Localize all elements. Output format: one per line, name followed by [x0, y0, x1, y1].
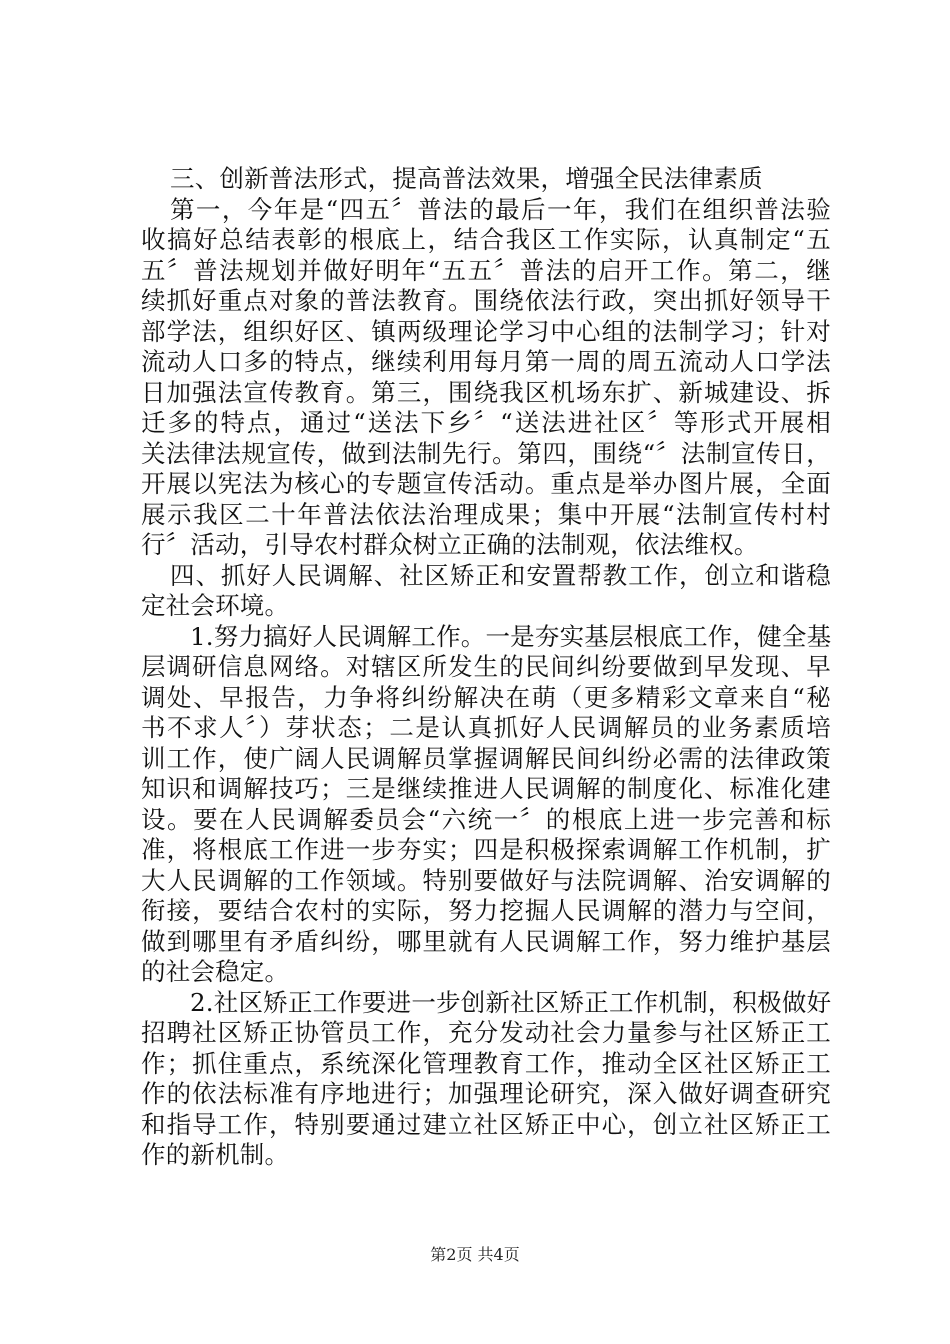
paragraph-line: 作的依法标准有序地进行；加强理论研究，深入做好调查研究	[141, 1079, 831, 1108]
paragraph-line: 开展以宪法为核心的专题宣传活动。重点是举办图片展，全面	[141, 469, 831, 498]
paragraph-line: 做到哪里有矛盾纠纷，哪里就有人民调解工作，努力维护基层	[141, 926, 831, 956]
paragraph-line: 调处、早报告，力争将纠纷解决在萌（更多精彩文章来自“秘	[141, 682, 831, 712]
subsection-2-line: 2.社区矫正工作要进一步创新社区矫正工作机制，积极做好	[190, 987, 832, 1017]
paragraph-line: 大人民调解的工作领域。特别要做好与法院调解、治安调解的	[141, 865, 831, 895]
paragraph-line: 流动人口多的特点，继续利用每月第一周的周五流动人口学法	[141, 347, 831, 376]
paragraph-line: 设。要在人民调解委员会“六统一〞的根底上进一步完善和标	[141, 804, 831, 834]
section-heading-4: 四、抓好人民调解、社区矫正和安置帮教工作，创立和谐稳	[170, 560, 831, 590]
paragraph-line: 五〞普法规划并做好明年“五五〞普法的启开工作。第二，继	[141, 255, 831, 285]
paragraph-line: 和指导工作，特别要通过建立社区矫正中心，创立社区矫正工	[141, 1109, 831, 1139]
paragraph-line: 作的新机制。	[141, 1140, 290, 1169]
paragraph-line: 关法律法规宣传，做到法制先行。第四，围绕“〞法制宣传日，	[141, 438, 831, 468]
paragraph-line: 展示我区二十年普法依法治理成果；集中开展“法制宣传村村	[141, 499, 831, 529]
paragraph-line: 层调研信息网络。对辖区所发生的民间纠纷要做到早发现、早	[141, 652, 831, 681]
paragraph-line: 续抓好重点对象的普法教育。围绕依法行政，突出抓好领导干	[141, 286, 831, 315]
section-heading-4-cont: 定社会环境。	[141, 591, 290, 620]
paragraph-line: 书不求人〞）芽状态；二是认真抓好人民调解员的业务素质培	[141, 713, 831, 742]
paragraph-line: 迁多的特点，通过“送法下乡〞“送法进社区〞等形式开展相	[141, 408, 831, 437]
paragraph-line: 准，将根底工作进一步夯实；四是积极探索调解工作机制，扩	[141, 835, 831, 864]
page-number-footer: 第2页 共4页	[430, 1245, 520, 1264]
paragraph-line: 招聘社区矫正协管员工作，充分发动社会力量参与社区矫正工	[141, 1018, 831, 1047]
paragraph-line: 收搞好总结表彰的根底上，结合我区工作实际，认真制定“五	[141, 225, 831, 254]
paragraph-line: 作；抓住重点，系统深化管理教育工作，推动全区社区矫正工	[141, 1048, 831, 1078]
paragraph-line: 知识和调解技巧；三是继续推进人民调解的制度化、标准化建	[141, 774, 831, 803]
paragraph-line: 第一，今年是“四五〞普法的最后一年，我们在组织普法验	[170, 194, 831, 224]
paragraph-line: 日加强法宣传教育。第三，围绕我区机场东扩、新城建设、拆	[141, 377, 831, 407]
paragraph-line: 训工作，使广阔人民调解员掌握调解民间纠纷必需的法律政策	[141, 743, 831, 773]
section-heading-3: 三、创新普法形式，提高普法效果，增强全民法律素质	[170, 164, 763, 193]
paragraph-line: 的社会稳定。	[141, 957, 290, 986]
paragraph-line: 行〞活动，引导农村群众树立正确的法制观，依法维权。	[141, 530, 759, 559]
paragraph-line: 衔接，要结合农村的实际，努力挖掘人民调解的潜力与空间，	[141, 896, 831, 925]
document-body	[141, 164, 831, 1171]
subsection-1-line: 1.努力搞好人民调解工作。一是夯实基层根底工作，健全基	[190, 621, 832, 651]
paragraph-line: 部学法，组织好区、镇两级理论学习中心组的法制学习；针对	[141, 316, 831, 346]
